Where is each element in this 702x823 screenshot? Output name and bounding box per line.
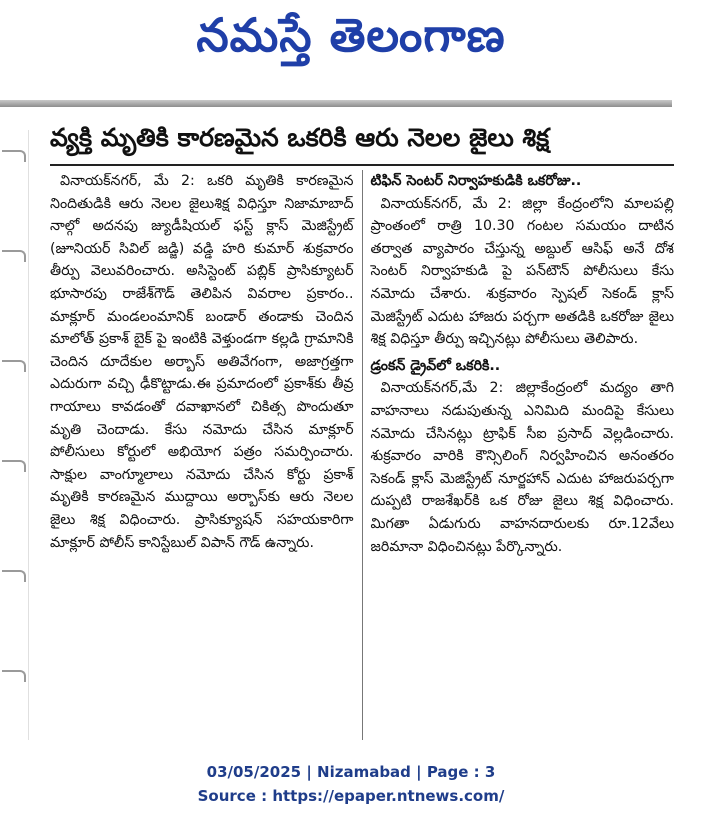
source-link[interactable]: Source : https://epaper.ntnews.com/ (197, 787, 505, 805)
column-divider (362, 170, 363, 740)
subhead-tiffin-center: టిఫిన్ సెంటర్ నిర్వాహకుడికి ఒకరోజు.. (370, 173, 582, 189)
adjacent-column-fragment (0, 130, 29, 740)
left-column (50, 170, 354, 740)
page-footer (0, 760, 702, 808)
article-header (50, 118, 674, 166)
masthead (0, 0, 702, 82)
page-fold-divider (0, 100, 672, 107)
article-headline: వ్యక్తి మృతికి కారణమైన ఒకరికి ఆరు నెలల జైలు శిక్ష (50, 123, 550, 152)
subhead-drunken-drive: డ్రంకన్ డ్రైవ్‌లో ఒకరికి.. (370, 357, 501, 374)
headline-rule (50, 164, 674, 166)
right-column-paragraph-2: వినాయక్‌నగర్,మే 2: జిల్లాకేంద్రంలో మద్యం తాగి వాహనాలు నడుపుతున్న ఎనిమిది మందిపై కేసులు నమోదు చేసినట్లు ట్రాఫిక్ సీఐ ప్రసాద్ వెల్లడించారు. శుక్రవారం వారికి కౌన్సిలింగ్ నిర్వహించిన అనంతరం సెకండ్ క్లాస్ మెజిస్ట్రేట్ నూర్జహాన్ ఎదుట హాజరుపర్చగా దుప్పటి రాజశేఖర్‌కి ఒక రోజు జైలు శిక్ష విధించారు. మిగతా ఏడుగురు వాహనదారులకు రూ.12వేలు జరిమానా విధించినట్లు పేర్కొన్నారు. (370, 380, 674, 555)
right-column (371, 170, 675, 740)
edition-info: 03/05/2025 | Nizamabad | Page : 3 (206, 763, 496, 781)
newspaper-logo: నమస్తే తెలంగాణ (196, 8, 506, 62)
right-column-paragraph-1: వినాయక్‌నగర్, మే 2: జిల్లా కేంద్రంలోని మాలపల్లి ప్రాంతంలో రాత్రి 10.30 గంటల సమయం దాటిన తర్వాత వ్యాపారం చేస్తున్న అబ్దుల్ ఆసిఫ్ అనే దోశ సెంటర్ నిర్వాహకుడి పై పన్‌టౌన్ పోలీసులు కేసు నమోదు చేశారు. శుక్రవారం స్పెషల్ సెకండ్ క్లాస్ మెజిస్ట్రేట్ ఎదుట హాజరు పర్చగా అతడికి ఒకరోజు జైలు శిక్ష విధిస్తూ తీర్పు ఇచ్చినట్లు పోలీసులు తెలిపారు. (370, 195, 674, 348)
left-column-paragraph: వినాయక్‌నగర్, మే 2: ఒకరి మృతికి కారణమైన నిందితుడికి ఆరు నెలల జైలుశిక్ష విధిస్తూ నిజామాబాద్ నాల్గో అదనపు జ్యుడీషియల్ ఫస్ట్ క్లాస్ మెజిస్ట్రేట్ (జూనియర్ సివిల్ జడ్జి) వడ్డి హరి కుమార్ శుక్రవారం తీర్పు వెలువరించారు. అసిస్టెంట్ పబ్లిక్ ప్రాసిక్యూటర్ భూసారపు రాజేశ్‌గౌడ్ తెలిపిన వివరాల ప్రకారం.. మాక్లూర్ మండలంమానిక్ బండార్ తండాకు చెందిన మాలోత్ ప్రకాశ్ బైక్ పై ఇంటికి వెళ్తుండగా కల్లడి గ్రామానికి చెందిన దూదేకుల అర్బాస్ అతివేగంగా, అజాగ్రత్తగా ఎదురుగా వచ్చి ఢీకొట్టాడు.ఈ ప్రమాదంలో ప్రకాశ్‌కు తీవ్ర గాయాలు కావడంతో దవాఖానలో చికిత్స పొందుతూ మృతి చెందాడు. కేసు నమోదు చేసిన మాక్లూర్ పోలీసులు కోర్టులో అభియోగ పత్రం సమర్పించారు. సాక్షుల వాంగ్మూలాలు నమోదు చేసిన కోర్టు ప్రకాశ్ మృతికి కారణమైన ముద్దాయి అర్బాస్‌కు ఆరు నెలల జైలు శిక్ష విధించారు. ప్రాసిక్యూషన్ సహయకారిగా మాక్లూర్ పోలీస్ కానిస్టేబుల్ విపాన్ గౌడ్ ఉన్నారు. (50, 173, 354, 551)
article-body (50, 170, 674, 740)
